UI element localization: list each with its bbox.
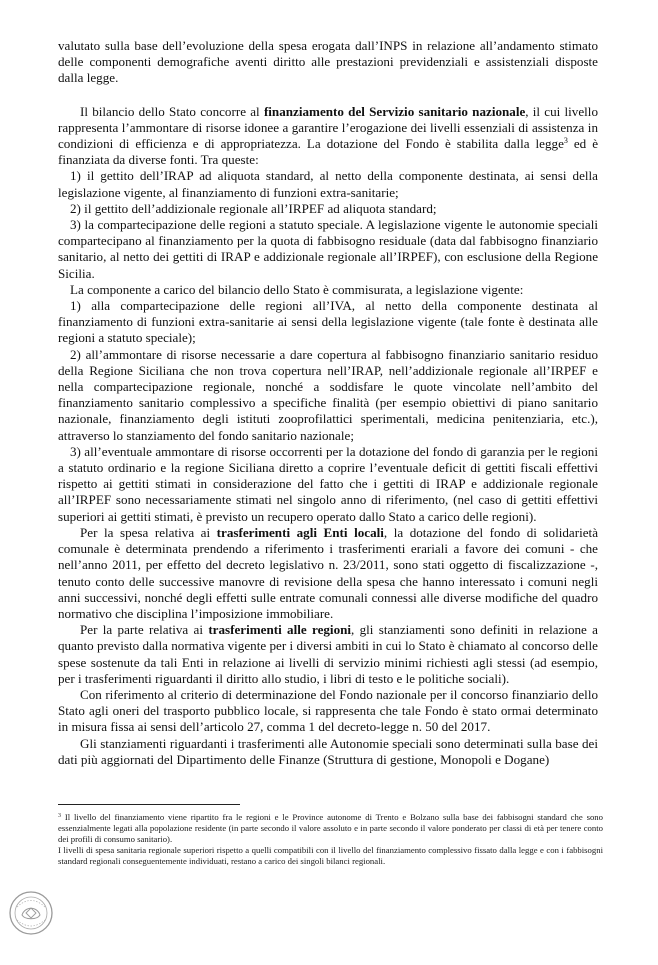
footnote-number: 3 — [58, 813, 61, 819]
list-item: 2) il gettito dell’addizionale regionale all’IRPEF ad aliquota standard; — [70, 200, 437, 216]
list-item: 2) all’ammontare di risorse necessarie a dare copertura al fabbisogno finanziario sanitario residuo della Regione Siciliana che non trova copertura nell’IRAP, nell’addizionale regionale all’IRPEF e nella compartecipazione regionale, nonché a soddisfare le quote vincolate nell’ambito del finanziamento sanitario complessivo a specifiche finalità (per esempio obiettivi di piano sanitario nazionale, finanziamento degli istituti zooprofilattici sperimentali, medicina penitenziaria, etc.), attraverso lo stanziamento del fondo sanitario nazionale; — [58, 346, 598, 443]
footnote-3: $^3$ Il livello del finanziamento viene ripartito fra le regioni e le Province autonome di Trento e Bolzano sulla base dei fabbisogni standard che sono essenzialmente legati alla popolazione residente (in parte secondo il valore assoluto e in parte secondo il valore ponderato per classi di età per tenere conto dei profili di consumo sanitario). — [58, 812, 603, 844]
paragraph-tpl: Con riferimento al criterio di determinazione del Fondo nazionale per il concorso finanziario dello Stato agli oneri del trasporto pubblico locale, si rappresenta che tale Fondo è stato ormai determinato in misura fissa ai sensi dell’articolo 27, comma 1 del decreto-legge n. 50 del 2017. — [58, 686, 598, 735]
list-item: 3) all’eventuale ammontare di risorse occorrenti per la dotazione del fondo di garanzia per le regioni a statuto ordinario e la regione Siciliana diretto a coprire l’eventuale deficit di gettiti fiscali effettivi rispetto ai gettiti stimati in considerazione del fatto che i gettiti di IRAP e addizionale regionale all’IRPEF sono necessariamente stimati nel singolo anno di riferimento, (nel caso di gettiti effettivi superiori ai gettiti stimati, è previsto un recupero operato dallo Stato a carico delle regioni). — [58, 443, 598, 524]
footnote-separator — [58, 804, 240, 805]
document-body — [58, 38, 598, 768]
heading-regioni: trasferimenti alle regioni — [208, 622, 352, 638]
paragraph-autonomie: Gli stanziamenti riguardanti i trasferimenti alle Autonomie speciali sono determinati sulla base dei dati più aggiornati del Dipartimento delle Finanze (Struttura di gestione, Monopoli e Dogane) — [58, 735, 598, 767]
list-item: 1) il gettito dell’IRAP ad aliquota standard, al netto della componente destinata, ai sensi della legislazione vigente, al finanziamento di funzioni extra-sanitarie; — [58, 168, 598, 200]
paragraph-stato: La componente a carico del bilancio dello Stato è commisurata, a legislazione vigente: — [70, 281, 524, 297]
paragraph-continuation: valutato sulla base dell’evoluzione della spesa erogata dall’INPS in relazione all’andamento stimato delle componenti demografiche aventi diritto alle prestazioni previdenziali e assistenziali disposte dalla legge. — [58, 38, 598, 86]
paragraph-regioni: Per la parte relativa ai trasferimenti alle regioni, gli stanziamenti sono definiti in relazione a quanto previsto dalla normativa vigente per i diversi ambiti in cui lo Stato è chiamato al concorso delle spese sostenute da tali Enti in relazione ai livelli di servizio minimi richiesti agli stessi (ad esempio, per i trasferimenti riguardanti il diritto allo studio, i libri di testo e le politiche sociali). — [58, 622, 598, 686]
official-seal-icon — [8, 890, 54, 936]
list-item: 1) alla compartecipazione delle regioni all’IVA, al netto della componente destinata al finanziamento di funzioni extra-sanitarie ai sensi della legislazione vigente (tale fonte è destinata alle regioni a statuto speciale); — [58, 298, 598, 346]
footnote-ref[interactable]: 3 — [563, 136, 568, 146]
heading-enti-locali: trasferimenti agli Enti locali — [216, 524, 384, 540]
paragraph-ssn: Il bilancio dello Stato concorre al finanziamento del Servizio sanitario nazionale, il cui livello rappresenta l’ammontare di risorse idonee a garantire l’erogazione dei livelli essenziali di assistenza in condizioni di efficienza e di appropriatezza. La dotazione del Fondo è stabilita dalla legge$^3$ ed è finanziata da diverse fonti. Tra queste: — [58, 103, 599, 168]
footnotes — [58, 811, 603, 867]
heading-ssn: finanziamento del Servizio sanitario nazionale — [263, 103, 526, 119]
paragraph-enti-locali: Per la spesa relativa ai trasferimenti agli Enti locali, la dotazione del fondo di solidarietà comunale è determinata prendendo a riferimento i trasferimenti erariali a favore dei comuni - che nell’anno 2011, per effetto del decreto legislativo n. 23/2011, sono stati oggetto di fiscalizzazione -, tenuto conto delle successive manovre di revisione della spesa che hanno interessato i comuni negli anni successivi, nonché degli effetti sulle entrate comunali connessi alle diverse modifiche del quadro normativo che disciplina l’imposizione immobiliare. — [58, 524, 598, 621]
footnote-3-continued: I livelli di spesa sanitaria regionale superiori rispetto a quelli compatibili con il livello del finanziamento complessivo fissato dalla legge e con i fabbisogni standard regionali conseguentemente individuati, restano a carico dei singoli bilanci regionali. — [58, 845, 603, 866]
list-item: 3) la compartecipazione delle regioni a statuto speciale. A legislazione vigente le autonomie speciali compartecipano al finanziamento per la quota di fabbisogno residuale (data dal fabbisogno finanziario sanitario, al netto dei gettiti di IRAP e addizionale regionale all’IRPEF), con esclusione della Regione Sicilia. — [58, 217, 598, 281]
